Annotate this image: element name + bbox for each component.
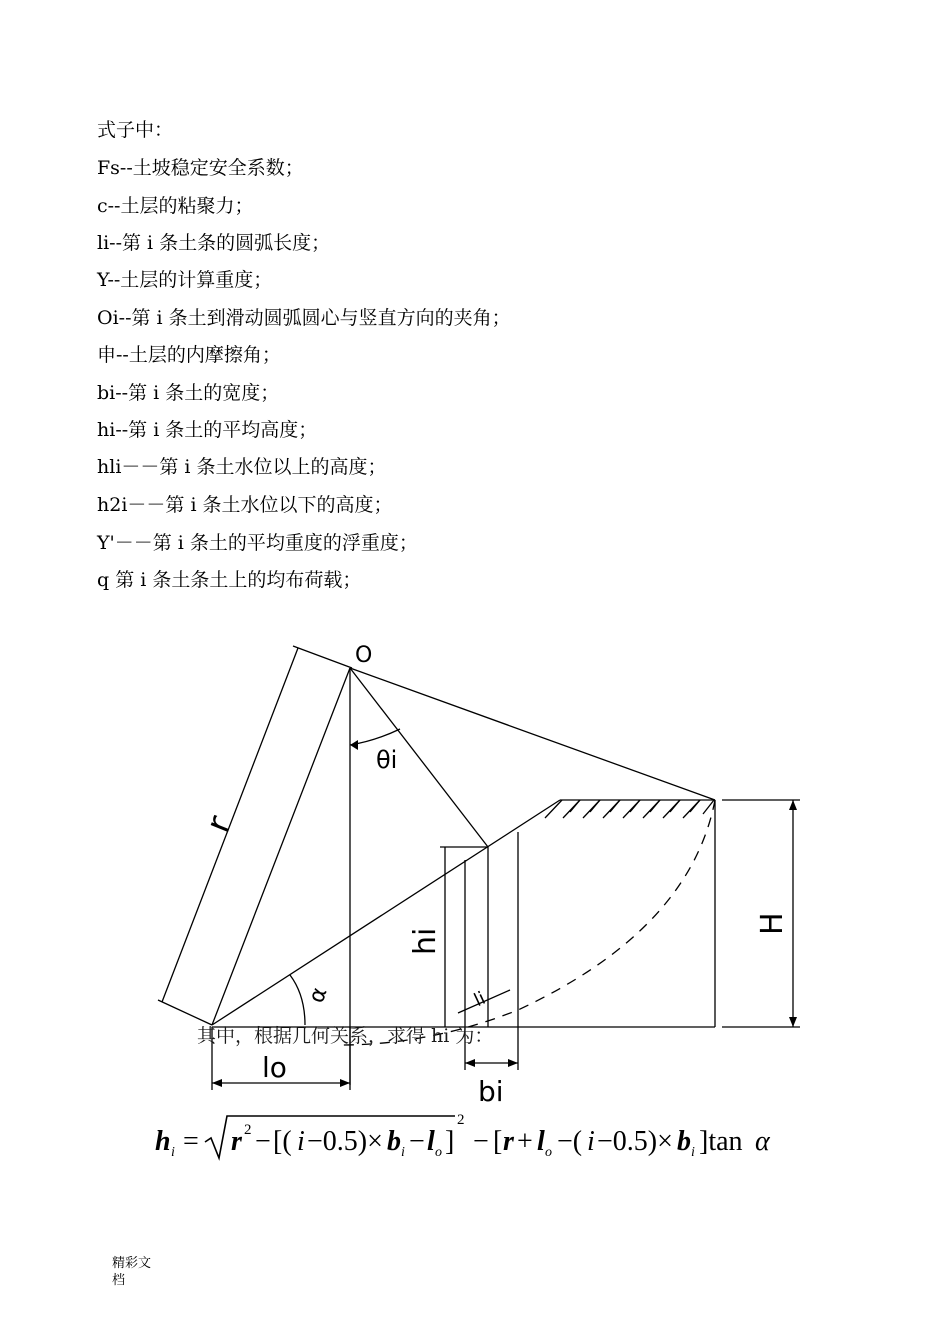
svg-text:i: i (691, 1145, 695, 1160)
svg-text:i: i (171, 1145, 175, 1160)
r-extension-top (293, 646, 352, 668)
svg-text:−0.5)×: −0.5)× (597, 1126, 673, 1157)
alpha-arc (290, 975, 305, 1025)
text-line-3: c--土层的粘聚力； (97, 195, 254, 217)
svg-text:r: r (231, 1126, 242, 1157)
svg-text:2: 2 (457, 1112, 465, 1128)
svg-text:i: i (401, 1145, 405, 1160)
label-H: H (755, 912, 790, 935)
label-O: O (355, 643, 373, 668)
hi-formula (155, 1110, 795, 1170)
text-line-7: 申--土层的内摩擦角； (97, 344, 281, 366)
text-line-4: li--第 i 条土条的圆弧长度； (97, 232, 331, 254)
svg-text:i: i (587, 1126, 595, 1157)
theta-arrow (350, 740, 358, 750)
svg-text:l: l (537, 1126, 545, 1157)
svg-text:o: o (545, 1145, 552, 1160)
svg-text:l: l (427, 1126, 435, 1157)
label-li: li (470, 987, 489, 1012)
text-line-13: q 第 i 条土条土上的均布荷载； (97, 569, 362, 591)
svg-text:α: α (755, 1126, 770, 1157)
svg-text:b: b (677, 1126, 691, 1157)
label-hi: hi (408, 927, 443, 955)
text-line-1: 式子中： (97, 119, 174, 141)
text-line-11: h2i－－第 i 条土水位以下的高度； (97, 494, 393, 516)
text-line-12: Y'－－第 i 条土的平均重度的浮重度； (97, 532, 418, 554)
radius-to-crest-line (350, 668, 715, 800)
svg-text:o: o (435, 1145, 442, 1160)
svg-text:]: ] (445, 1126, 455, 1157)
bi-arrow-left (465, 1059, 475, 1067)
H-arrow-top (789, 800, 797, 810)
lo-arrow-left (212, 1079, 222, 1087)
svg-text:−: − (473, 1126, 489, 1157)
radius-to-toe-line (212, 668, 350, 1025)
svg-text:=: = (183, 1126, 199, 1157)
svg-text:−(: −( (557, 1126, 583, 1157)
text-line-9: hi--第 i 条土的平均高度； (97, 419, 318, 441)
slip-circle-arc (340, 800, 715, 1045)
label-bi: bi (478, 1075, 504, 1108)
label-r: r (198, 810, 241, 839)
svg-text:i: i (297, 1126, 305, 1157)
svg-text:]tan: ]tan (699, 1126, 743, 1157)
text-line-8: bi--第 i 条土的宽度； (97, 382, 280, 404)
svg-text:[(: [( (273, 1126, 292, 1157)
label-alpha: α (304, 984, 333, 1007)
ground-hatching (545, 800, 714, 818)
formula-caption: 其中，根据几何关系，求得 hi 为： (197, 1025, 494, 1047)
footer-watermark: 精彩文档 (112, 1256, 152, 1288)
svg-text:−: − (409, 1126, 425, 1157)
svg-text:b: b (387, 1126, 401, 1157)
svg-text:h: h (155, 1126, 171, 1157)
lo-arrow-right (340, 1079, 350, 1087)
bi-arrow-right (508, 1059, 518, 1067)
svg-text:2: 2 (244, 1122, 252, 1138)
svg-text:r: r (503, 1126, 514, 1157)
label-lo: lo (262, 1051, 287, 1084)
svg-text:[: [ (493, 1126, 503, 1157)
svg-text:−0.5)×: −0.5)× (307, 1126, 383, 1157)
text-line-6: Oi--第 i 条土到滑动圆弧圆心与竖直方向的夹角； (97, 307, 511, 329)
H-arrow-bottom (789, 1017, 797, 1027)
svg-text:+: + (517, 1126, 533, 1157)
text-line-10: hli－－第 i 条土水位以上的高度； (97, 456, 387, 478)
label-theta-i: θi (376, 746, 398, 774)
svg-text:−: − (255, 1126, 271, 1157)
radius-to-slice-line (350, 668, 488, 847)
text-line-5: Y--土层的计算重度； (97, 269, 273, 291)
text-line-2: Fs--土坡稳定安全系数； (97, 157, 304, 179)
r-extension-bottom (158, 1000, 212, 1025)
